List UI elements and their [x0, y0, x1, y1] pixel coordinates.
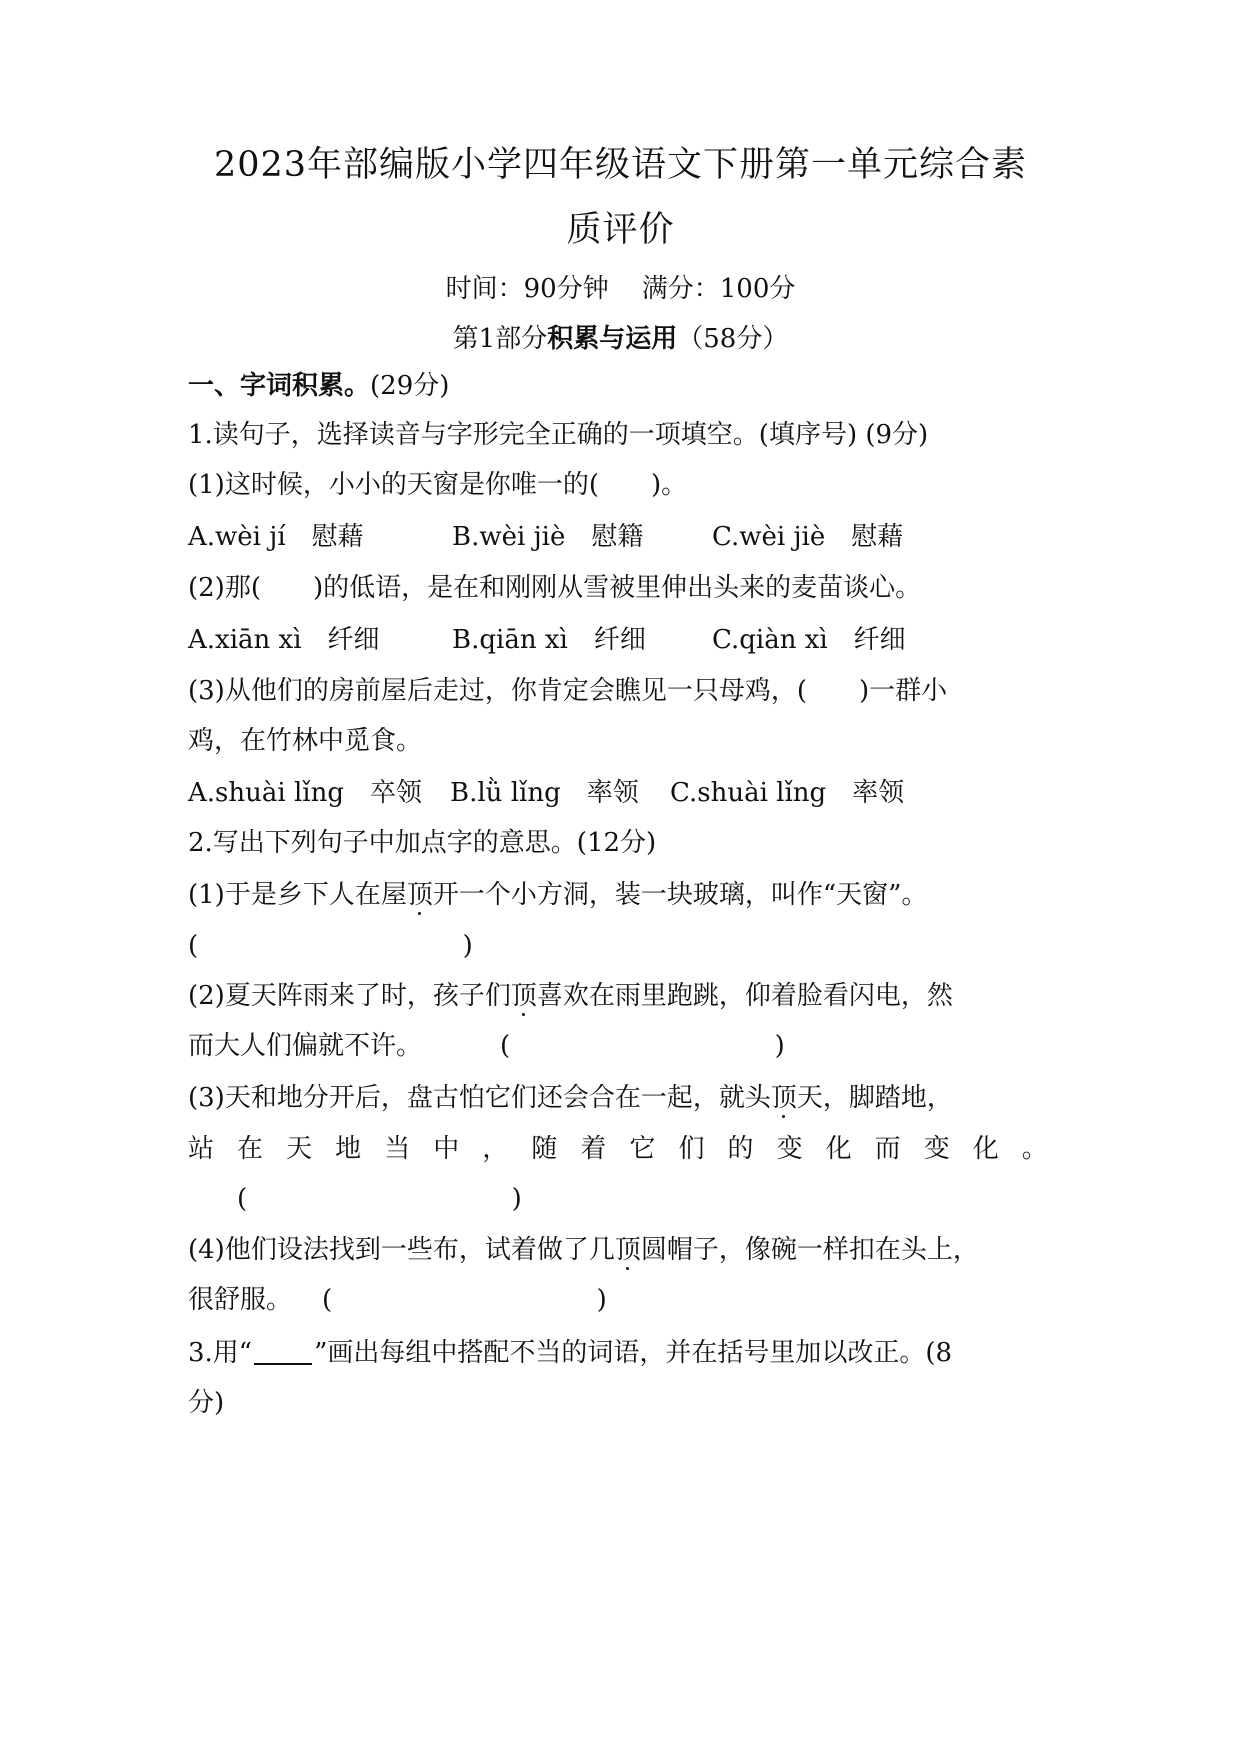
q2-item4-sentence-line2: 很舒服。: [188, 1285, 293, 1315]
q2-item3-answer-paren: ( ): [237, 1184, 522, 1214]
q1-item3-option-b: B.lǜ lǐng 率领: [450, 778, 639, 808]
q2-item1-answer-paren: ( ): [188, 931, 473, 961]
q2-item3-char: 变: [776, 1134, 803, 1164]
q1-item3-sentence-line2: 鸡，在竹林中觅食。: [188, 726, 423, 756]
q2-item3-char: 化: [825, 1134, 852, 1164]
q2-item3-char: 地: [335, 1134, 362, 1164]
part-heading: [0, 318, 1241, 355]
q2-item3-char: 的: [727, 1134, 754, 1164]
q2-item3-char: 当: [384, 1134, 411, 1164]
q3-before: 3.用“: [188, 1338, 253, 1368]
q2-stem: 2.写出下列句子中加点字的意思。(12分): [188, 828, 657, 858]
q2-item3-char: 它: [629, 1134, 656, 1164]
q2-item4-after: 圆帽子，像碗一样扣在头上，: [640, 1235, 979, 1265]
q1-item2-option-b: B.qiān xì 纤细: [452, 625, 646, 655]
underline-sample: [254, 1363, 312, 1365]
q2-item4-sentence-line1: [188, 1237, 979, 1263]
q2-item1-after: 开一个小方洞，装一块玻璃，叫作“天窗”。: [432, 880, 928, 910]
exam-title-line2: 质评价: [566, 210, 675, 250]
q1-item1-option-a: A.wèi jí 慰藉: [188, 522, 364, 552]
q2-item2-sentence-line2: 而大人们偏就不许。: [188, 1031, 423, 1061]
q2-item1-dotted-char: 顶: [406, 880, 433, 910]
q1-item2-option-c: C.qiàn xì 纤细: [712, 625, 906, 655]
q2-item2-answer-paren: ( ): [500, 1031, 785, 1061]
q1-item3-option-c: C.shuài lǐng 率领: [670, 778, 905, 808]
q2-item3-dotted-char: 顶: [770, 1083, 797, 1113]
q2-item3-char: 们: [678, 1134, 705, 1164]
q2-item3-char: 站: [188, 1134, 215, 1164]
q1-item3-sentence-line1: (3)从他们的房前屋后走过，你肯定会瞧见一只母鸡，( )一群小: [188, 676, 948, 706]
q1-item2-option-a: A.xiān xì 纤细: [188, 625, 380, 655]
q2-item3-sentence-line1: [188, 1085, 953, 1111]
q3-stem-line2: 分): [188, 1388, 225, 1418]
q2-item3-char: 随: [531, 1134, 558, 1164]
q2-item3-char: 中: [433, 1134, 460, 1164]
q1-item3-option-a: A.shuài lǐng 卒领: [188, 778, 422, 808]
exam-time-and-score: 时间：90分钟 满分：100分: [445, 274, 796, 304]
q2-item3-char: ，: [482, 1134, 509, 1164]
q2-item4-answer-paren: ( ): [322, 1285, 607, 1315]
q2-item2-before: (2)夏天阵雨来了时，孩子们: [188, 981, 511, 1011]
q2-item1-sentence: [188, 882, 927, 908]
q2-item4-before: (4)他们设法找到一些布，试着做了几: [188, 1235, 615, 1265]
q2-item3-char: 而: [874, 1134, 901, 1164]
q1-item2-sentence: (2)那( )的低语，是在和刚刚从雪被里伸出头来的麦苗谈心。: [188, 573, 922, 603]
section1-score: (29分): [370, 371, 450, 401]
q2-item1-before: (1)于是乡下人在屋: [188, 880, 407, 910]
q3-stem-line1: [188, 1340, 952, 1366]
q1-stem: 1.读句子，选择读音与字形完全正确的一项填空。(填序号) (9分): [188, 420, 929, 450]
q2-item4-dotted-char: 顶: [614, 1235, 641, 1265]
q2-item3-after: 天，脚踏地，: [796, 1083, 953, 1113]
section1-heading: [188, 373, 449, 399]
q2-item3-char: 天: [286, 1134, 313, 1164]
exam-title-line1: 2023年部编版小学四年级语文下册第一单元综合素: [213, 145, 1028, 185]
q2-item3-char: 着: [580, 1134, 607, 1164]
q2-item3-char: 。: [1021, 1134, 1048, 1164]
q2-item3-char: 在: [237, 1134, 264, 1164]
q2-item2-dotted-char: 顶: [510, 981, 537, 1011]
q2-item3-char: 化: [972, 1134, 999, 1164]
q1-item1-option-b: B.wèi jiè 慰籍: [452, 522, 644, 552]
q1-item1-sentence: (1)这时候，小小的天窗是你唯一的( )。: [188, 470, 688, 500]
part-score: （58分）: [677, 324, 789, 354]
q3-after: ”画出每组中搭配不当的词语，并在括号里加以改正。(8: [314, 1338, 953, 1368]
q2-item2-after: 喜欢在雨里跑跳，仰着脸看闪电，然: [536, 981, 953, 1011]
q2-item3-sentence-line2: [188, 1136, 1048, 1162]
q2-item3-char: 变: [923, 1134, 950, 1164]
q1-item1-option-c: C.wèi jiè 慰藉: [712, 522, 904, 552]
q2-item3-before: (3)天和地分开后，盘古怕它们还会合在一起，就头: [188, 1083, 771, 1113]
q2-item2-sentence-line1: [188, 983, 953, 1009]
section1-title: 一、字词积累。: [188, 371, 371, 401]
part-prefix: 第1部分: [452, 324, 548, 354]
part-name: 积累与运用: [547, 324, 678, 354]
